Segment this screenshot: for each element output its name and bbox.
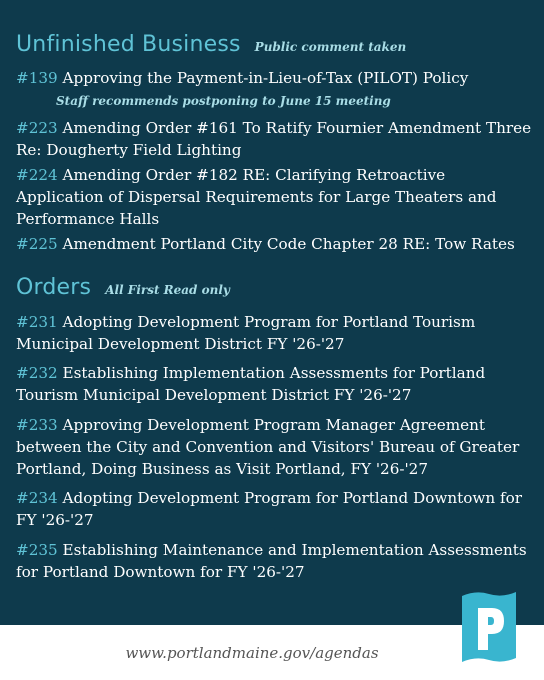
item-text: Establishing Implementation Assessments for Portland Tourism Municipal Development District FY '26-'27 (16, 364, 486, 404)
agenda-item-234 (16, 487, 532, 531)
section-note: Public comment taken (254, 40, 407, 54)
item-subnote: Staff recommends postponing to June 15 meeting (56, 94, 391, 108)
item-number: #235 (16, 541, 58, 559)
item-number: #234 (16, 489, 58, 507)
agenda-item-225 (16, 233, 532, 255)
item-number: #232 (16, 364, 58, 382)
orders-header (16, 275, 230, 300)
agenda-item-224 (16, 164, 532, 230)
item-text: Approving the Payment-in-Lieu-of-Tax (PILOT) Policy (62, 69, 469, 87)
item-text: Establishing Maintenance and Implementation Assessments for Portland Downtown for FY '26-'27 (16, 541, 527, 581)
unfinished-business-header (16, 32, 406, 57)
item-number: #224 (16, 166, 58, 184)
agenda-item-233 (16, 414, 532, 480)
item-number: #231 (16, 313, 58, 331)
item-text: Adopting Development Program for Portland Downtown for FY '26-'27 (16, 489, 523, 529)
item-number: #223 (16, 119, 58, 137)
item-text: Amendment Portland City Code Chapter 28 RE: Tow Rates (62, 235, 515, 253)
item-number: #139 (16, 69, 58, 87)
agenda-item-232 (16, 362, 532, 406)
item-text: Amending Order #161 To Ratify Fournier Amendment Three Re: Dougherty Field Lighting (16, 119, 532, 159)
agendas-link[interactable]: www.portlandmaine.gov/agendas (125, 643, 379, 662)
section-note: All First Read only (105, 283, 230, 297)
agenda-item-231 (16, 311, 532, 355)
portland-p-flag-logo (462, 590, 516, 670)
item-text: Amending Order #182 RE: Clarifying Retroactive Application of Dispersal Requirements for Large Theaters and Performance Halls (16, 166, 497, 228)
item-number: #225 (16, 235, 58, 253)
section-title: Orders (16, 275, 92, 300)
agenda-item-139 (16, 67, 532, 89)
section-title: Unfinished Business (16, 32, 241, 57)
agenda-item-235 (16, 539, 532, 583)
agenda-item-223 (16, 117, 532, 161)
item-text: Approving Development Program Manager Agreement between the City and Convention and Visitors' Bureau of Greater Portland, Doing Business as Visit Portland, FY '26-'27 (16, 416, 520, 478)
logo-icon (462, 590, 516, 666)
item-text: Adopting Development Program for Portland Tourism Municipal Development District FY '26-'27 (16, 313, 476, 353)
item-number: #233 (16, 416, 58, 434)
